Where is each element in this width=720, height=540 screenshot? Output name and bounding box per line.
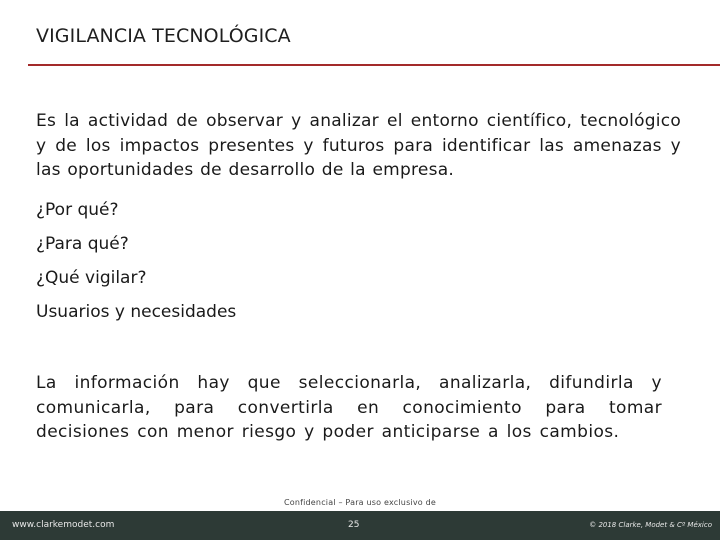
copyright-notice: © 2018 Clarke, Modet & Cº México	[589, 521, 712, 529]
footer-bar	[0, 511, 720, 540]
closing-paragraph: La información hay que seleccionarla, analizarla, difundirla y comunicarla, para convertirla en conocimiento para tomar decisiones con menor riesgo y poder anticiparse a los cambios.	[36, 373, 662, 442]
users-and-needs: Usuarios y necesidades	[36, 302, 237, 322]
intro-paragraph: Es la actividad de observar y analizar el entorno científico, tecnológico y de los impactos presentes y futuros para identificar las amenazas y las oportunidades de desarrollo de la empresa.	[36, 111, 681, 180]
footer-website-link[interactable]: www.clarkemodet.com	[12, 520, 115, 530]
slide-title: VIGILANCIA TECNOLÓGICA	[36, 25, 291, 47]
title-divider	[28, 64, 720, 66]
question-what-to-watch: ¿Qué vigilar?	[36, 268, 147, 288]
question-why: ¿Por qué?	[36, 200, 119, 220]
page-number: 25	[348, 520, 360, 530]
confidential-note: Confidencial – Para uso exclusivo de	[283, 498, 437, 507]
question-what-for: ¿Para qué?	[36, 234, 129, 254]
